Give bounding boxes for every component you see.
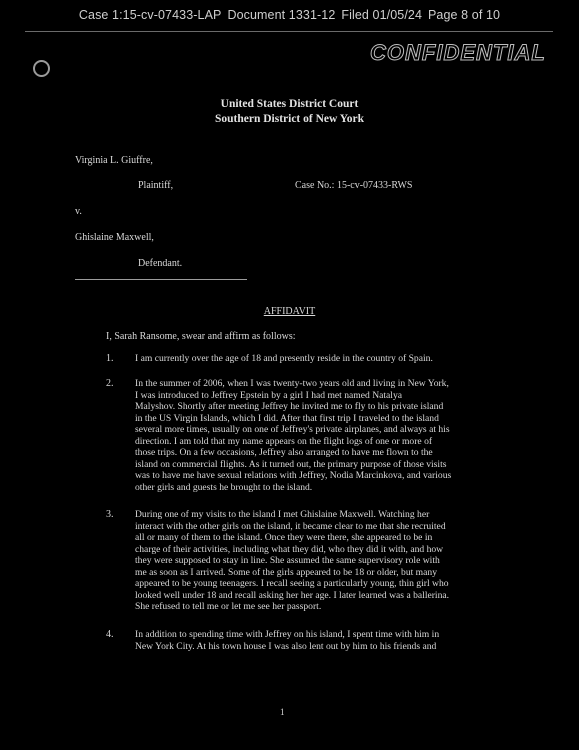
paragraph-number: 2.	[106, 378, 114, 389]
paragraph-line: I am currently over the age of 18 and presently reside in the country of Spain.	[135, 353, 433, 364]
paragraph-line: During one of my visits to the island I met Ghislaine Maxwell. Watching her	[135, 509, 430, 520]
defendant-role: Defendant.	[138, 258, 183, 269]
paragraph-2	[135, 378, 485, 493]
confidential-stamp: CONFIDENTIAL	[370, 40, 546, 65]
paragraph-line: all or many of them to the island. Once they were there, she appeared to be in	[135, 532, 433, 544]
paragraph-line: looked well under 18 and recall asking her her age. I later learned was a ballerina.	[135, 589, 450, 601]
paragraph-line: me as soon as I arrived. Some of the girls appeared to be 18 or older, but many	[135, 566, 438, 578]
paragraph-line: In the summer of 2006, when I was twenty-two years old and living in New York,	[135, 378, 449, 389]
plaintiff-name: Virginia L. Giuffre,	[75, 155, 153, 166]
paragraph-line: island on commercial flights. As it turned out, the primary purpose of those visits	[135, 458, 447, 470]
paragraph-line: was to have me have sexual relations with Jeffrey, Nodia Marcinkova, and various	[135, 470, 452, 482]
paragraph-line: interact with the other girls on the island, it became clear to me that she recruited	[135, 520, 446, 532]
court-name-line1: United States District Court	[220, 98, 359, 110]
paragraph-line: In addition to spending time with Jeffrey on his island, I spent time with him in	[135, 629, 440, 640]
paragraph-1	[135, 353, 485, 365]
document-number: Document 1331-12	[227, 8, 336, 22]
affidavit-intro: I, Sarah Ransome, swear and affirm as follows:	[106, 331, 296, 342]
paragraph-number: 3.	[106, 509, 114, 520]
filed-date: Filed 01/05/24	[341, 8, 422, 22]
paragraph-4	[135, 629, 485, 652]
paragraph-line: appeared to be young teenagers. I recall seeing a particularly young, thin girl who	[135, 578, 449, 590]
paragraph-line: New York City. At his town house I was also lent out by him to his friends and	[135, 640, 437, 652]
header-rule	[25, 31, 553, 32]
paragraph-line: Malyshov. Shortly after meeting Jeffrey he invited me to fly to his private island	[135, 401, 444, 413]
paragraph-line: several more times, usually on one of Jeffrey's private airplanes, and always at his	[135, 424, 450, 436]
case-no: Case No.: 15-cv-07433-RWS	[295, 180, 413, 191]
paragraph-number: 1.	[106, 353, 114, 364]
affidavit-title: AFFIDAVIT	[263, 306, 316, 317]
paragraph-line: She refused to tell me or let me see her passport.	[135, 601, 322, 613]
page-number: 1	[280, 707, 285, 717]
caption-rule	[75, 279, 247, 280]
paragraph-line: charge of their activities, including what they did, who they did it with, and how	[135, 543, 444, 555]
case-number: Case 1:15-cv-07433-LAP	[78, 8, 222, 22]
paragraph-line: those trips. On a few occasions, Jeffrey also arranged to have me flown to the	[135, 447, 433, 459]
paragraph-line: other girls and guests he brought to the island.	[135, 481, 313, 493]
paragraph-line: I was introduced to Jeffrey Epstein by a girl I had met named Natalya	[135, 389, 403, 401]
court-name-line2: Southern District of New York	[214, 113, 365, 125]
paragraph-number: 4.	[106, 629, 114, 640]
defendant-name: Ghislaine Maxwell,	[75, 232, 154, 243]
case-header	[0, 0, 579, 30]
paragraph-3	[135, 509, 485, 613]
paragraph-line: in the US Virgin Islands, which I did. After that first trip I traveled to the island	[135, 412, 439, 424]
versus: v.	[75, 206, 82, 217]
page-indicator: Page 8 of 10	[428, 8, 501, 22]
paragraph-line: direction. I am told that my name appears on the flight logs of one or more of	[135, 435, 433, 447]
paragraph-line: they were supposed to stay in line. She assumed the same supervisory role with	[135, 555, 440, 567]
punch-hole-icon	[33, 60, 50, 77]
plaintiff-role: Plaintiff,	[138, 180, 174, 191]
